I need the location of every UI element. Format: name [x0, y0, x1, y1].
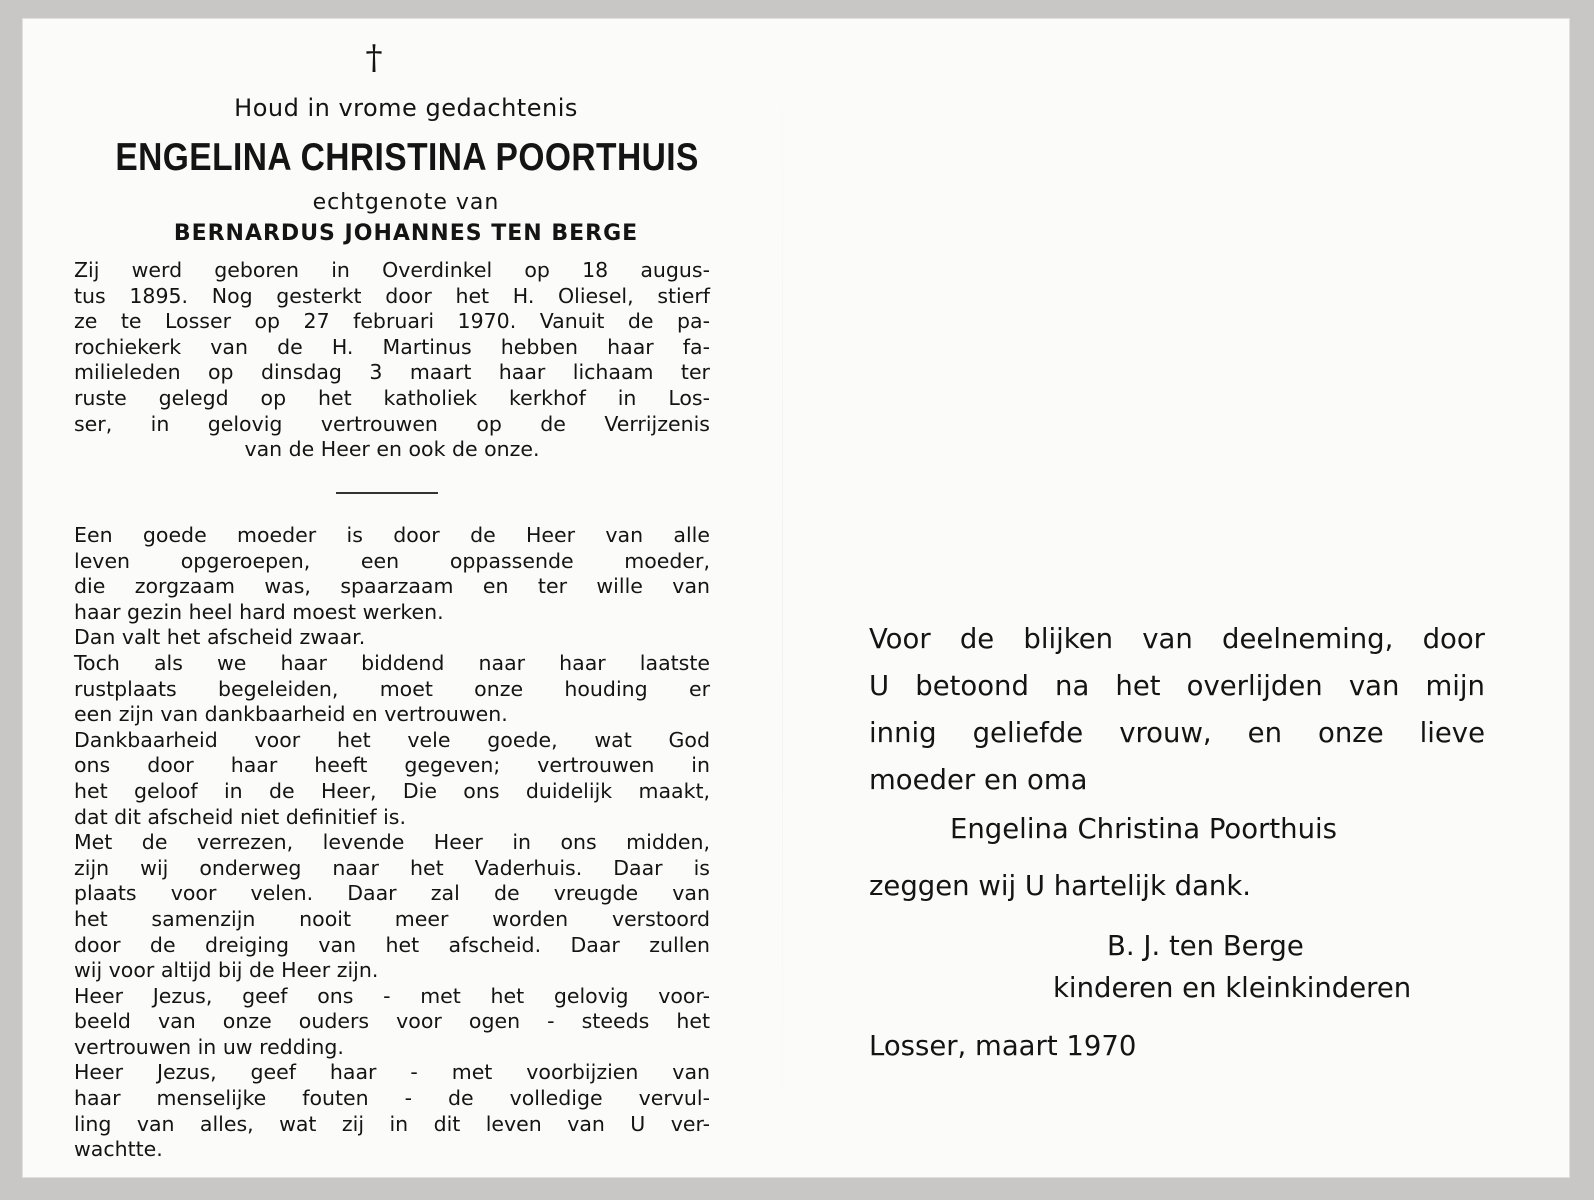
prayer-line: dat dit afscheid niet definitief is. — [74, 804, 407, 829]
bio-line: ze te Losser op 27 februari 1970. Vanuit de pa- — [74, 309, 710, 334]
thank-you-paragraph — [869, 616, 1485, 804]
prayer-line: Dan valt het afscheid zwaar. — [74, 625, 366, 650]
family-line: kinderen en kleinkinderen — [1053, 972, 1412, 1004]
prayer-line: zijn wij onderweg naar het Vaderhuis. Daar is — [74, 855, 710, 880]
prayer-line: Dankbaarheid voor het vele goede, wat God — [74, 727, 710, 752]
prayer-line: rustplaats begeleiden, moet onze houding er — [74, 676, 710, 701]
prayer-line: Met de verrezen, levende Heer in ons midden, — [74, 830, 710, 855]
prayer-line: haar menselijke fouten - de volledige vervul- — [74, 1086, 710, 1111]
prayer-text — [74, 523, 710, 1163]
spouse-name: BERNARDUS JOHANNES TEN BERGE — [173, 221, 639, 246]
intro-text: Houd in vrome gedachtenis — [234, 94, 578, 122]
thank-you-line: moeder en oma — [869, 764, 1088, 796]
prayer-line: het samenzijn nooit meer worden verstoord — [74, 906, 710, 931]
prayer-line: beeld van onze ouders voor ogen - steeds het — [74, 1009, 710, 1034]
prayer-line: wij voor altijd bij de Heer zijn. — [74, 958, 379, 983]
bio-line: ruste gelegd op het katholiek kerkhof in Los- — [74, 385, 710, 410]
bio-line: tus 1895. Nog gesterkt door het H. Oliesel, stierf — [74, 283, 710, 308]
prayer-line: het geloof in de Heer, Die ons duidelijk maakt, — [74, 778, 710, 803]
thank-you-line: Voor de blijken van deelneming, door — [869, 623, 1485, 655]
memorial-card — [22, 18, 1570, 1178]
closing-line: zeggen wij U hartelijk dank. — [869, 870, 1252, 902]
prayer-line: Heer Jezus, geef haar - met voorbijzien van — [74, 1060, 710, 1085]
prayer-line: Heer Jezus, geef ons - met het gelovig voor- — [74, 983, 710, 1008]
biography-paragraph — [74, 258, 710, 463]
prayer-line: een zijn van dankbaarheid en vertrouwen. — [74, 702, 508, 727]
prayer-line: wachtte. — [74, 1137, 163, 1162]
place-date: Losser, maart 1970 — [869, 1030, 1137, 1062]
card-fold — [782, 18, 783, 1178]
bio-line: Zij werd geboren in Overdinkel op 18 augus- — [74, 258, 710, 282]
prayer-line: vertrouwen in uw redding. — [74, 1034, 344, 1059]
prayer-line: ons door haar heeft gegeven; vertrouwen in — [74, 753, 710, 778]
prayer-line: Een goede moeder is door de Heer van alle — [74, 523, 710, 547]
deceased-name-heading: ENGELINA CHRISTINA POORTHUIS — [115, 136, 699, 179]
bio-line: van de Heer en ook de onze. — [244, 437, 540, 462]
cross-icon: † — [365, 38, 383, 78]
prayer-line: leven opgeroepen, een oppassende moeder, — [74, 548, 710, 573]
spouse-label: echtgenote van — [312, 190, 500, 215]
thank-you-line: U betoond na het overlijden van mijn — [869, 670, 1485, 702]
bio-line: rochiekerk van de H. Martinus hebben haar fa- — [74, 334, 710, 359]
bio-line: ser, in gelovig vertrouwen op de Verrijzenis — [74, 411, 710, 436]
section-divider — [336, 492, 438, 494]
prayer-line: ling van alles, wat zij in dit leven van U ver- — [74, 1111, 710, 1136]
bio-line: milieleden op dinsdag 3 maart haar lichaam ter — [74, 360, 710, 385]
deceased-name-thanks: Engelina Christina Poorthuis — [950, 813, 1338, 845]
prayer-line: die zorgzaam was, spaarzaam en ter wille van — [74, 574, 710, 599]
prayer-line: haar gezin heel hard moest werken. — [74, 599, 444, 624]
prayer-line: door de dreiging van het afscheid. Daar zullen — [74, 932, 710, 957]
prayer-line: plaats voor velen. Daar zal de vreugde van — [74, 881, 710, 906]
prayer-line: Toch als we haar biddend naar haar laatste — [74, 650, 710, 675]
signer-name: B. J. ten Berge — [1107, 930, 1304, 962]
thank-you-line: innig geliefde vrouw, en onze lieve — [869, 717, 1485, 749]
